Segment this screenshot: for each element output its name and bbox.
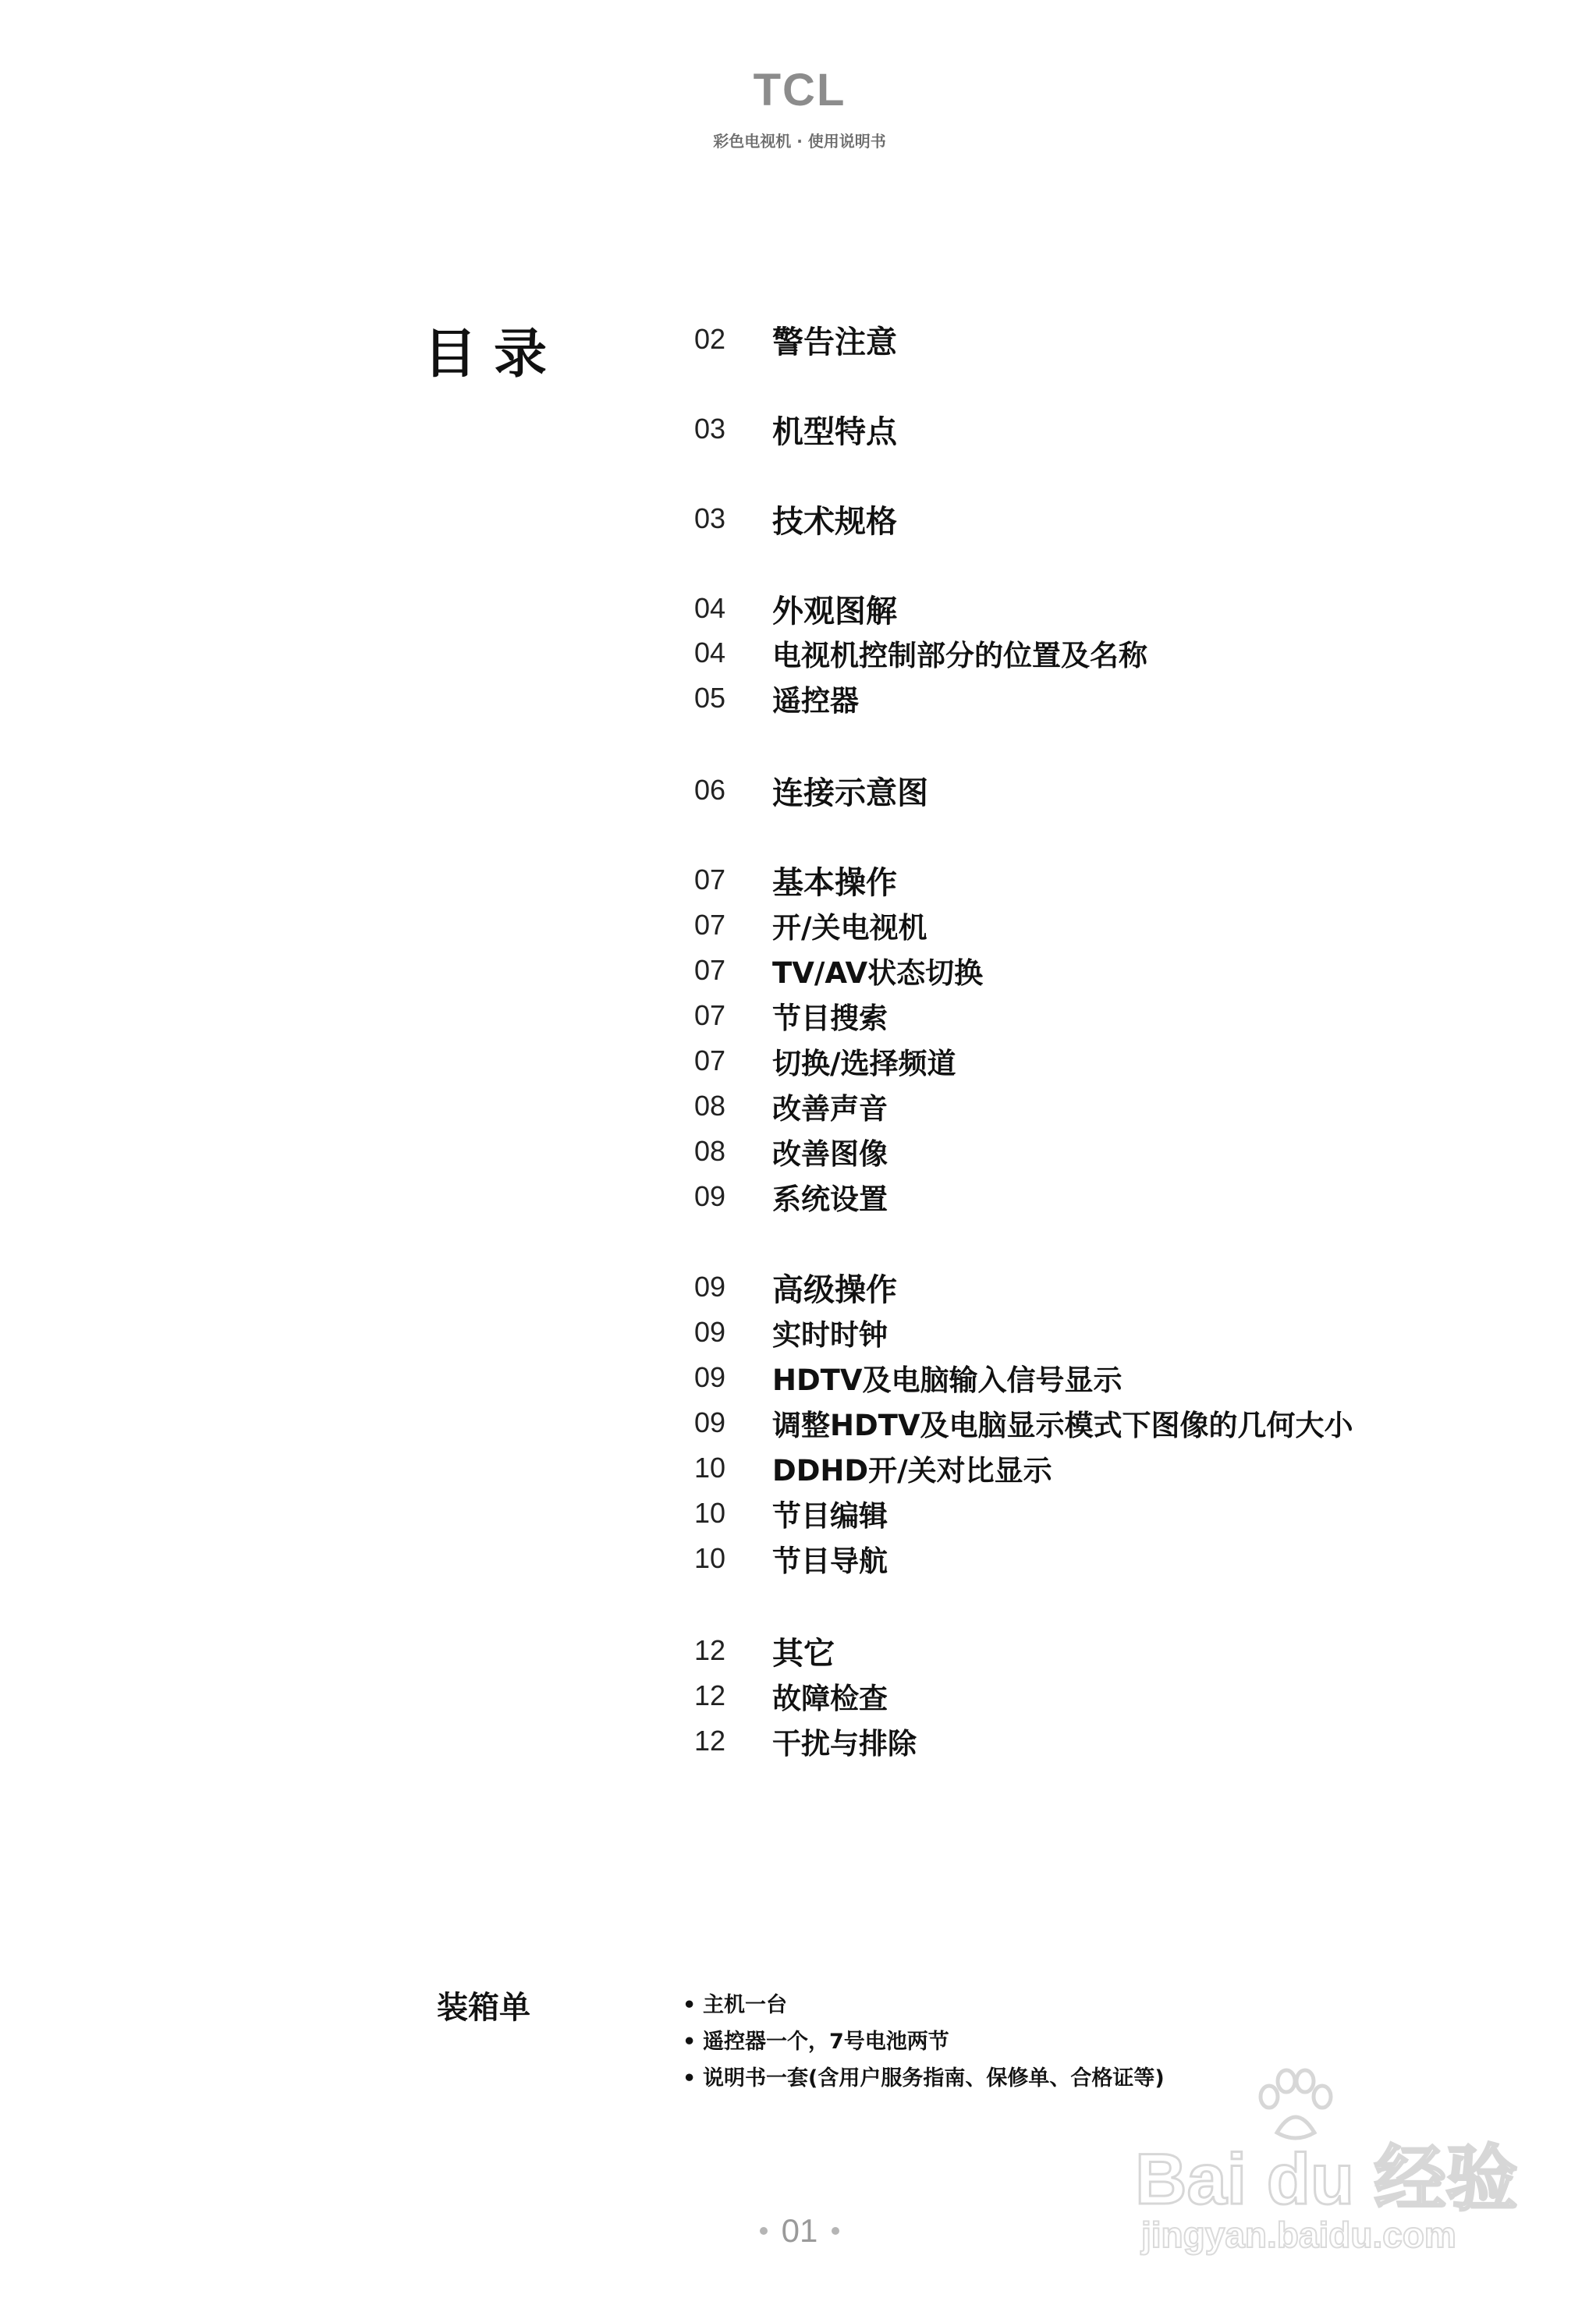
toc-title: 系统设置 (772, 1183, 888, 1216)
toc-page-number: 03 (694, 413, 726, 445)
toc-title: 技术规格 (772, 503, 897, 540)
toc-entry (694, 410, 897, 449)
toc-title: 警告注意 (772, 324, 897, 360)
toc-title: 遥控器 (772, 684, 859, 718)
tcl-logo: TCL (753, 65, 846, 115)
toc-page-number: 10 (694, 1542, 726, 1574)
toc-page-number: 12 (694, 1725, 726, 1757)
toc-title: 开/关电视机 (772, 911, 927, 945)
packing-item (683, 1988, 787, 2018)
toc-entry (694, 1087, 888, 1126)
toc-entry (694, 1676, 888, 1715)
toc-entry (694, 1494, 888, 1533)
toc-title: 故障检查 (772, 1682, 888, 1715)
toc-page-number: 07 (694, 1044, 726, 1076)
toc-entry (694, 320, 897, 359)
toc-page-number: 04 (694, 592, 726, 624)
toc-entry (694, 1539, 888, 1578)
toc-page-number: 12 (694, 1634, 726, 1666)
dot-icon (832, 2227, 839, 2235)
packing-list-heading: 装箱单 (437, 1990, 530, 2026)
packing-item (683, 2024, 949, 2055)
toc-entry (694, 951, 983, 990)
toc-page-number: 08 (694, 1135, 726, 1167)
toc-page-number: 07 (694, 863, 726, 895)
toc-title: 基本操作 (772, 864, 897, 901)
toc-page-number: 02 (694, 323, 726, 355)
toc-title: 实时时钟 (772, 1318, 888, 1352)
toc-entry (694, 589, 897, 628)
toc-title: 连接示意图 (772, 775, 928, 811)
toc-title: 节目编辑 (772, 1499, 888, 1533)
page-number (733, 2207, 866, 2254)
toc-title: HDTV及电脑输入信号显示 (772, 1363, 1123, 1397)
toc-page-number: 07 (694, 909, 726, 941)
dot-icon (760, 2227, 768, 2235)
toc-page-number: 12 (694, 1679, 726, 1711)
toc-page-number: 09 (694, 1271, 726, 1303)
bullet-icon: • (683, 1993, 697, 2017)
toc-page-number: 07 (694, 954, 726, 986)
toc-page-number: 05 (694, 682, 726, 714)
toc-title: 改善声音 (772, 1092, 888, 1126)
toc-entry (694, 1177, 888, 1216)
toc-entry (694, 1041, 956, 1080)
packing-item-text: 遥控器一个，7号电池两节 (703, 2030, 949, 2054)
toc-page-number: 08 (694, 1090, 726, 1122)
toc-entry (694, 1722, 917, 1761)
packing-item-text: 主机一台 (703, 1993, 787, 2017)
bullet-icon: • (683, 2030, 697, 2054)
toc-entry (694, 1313, 888, 1352)
packing-item-text: 说明书一套(含用户服务指南、保修单、合格证等) (703, 2066, 1165, 2090)
toc-title: 电视机控制部分的位置及名称 (772, 639, 1147, 672)
toc-page-number: 09 (694, 1316, 726, 1348)
bullet-icon: • (683, 2066, 697, 2090)
toc-title: 改善图像 (772, 1137, 888, 1171)
toc-title: TV/AV状态切换 (772, 956, 984, 990)
toc-entry (694, 1132, 888, 1171)
toc-title: 节目导航 (772, 1544, 888, 1578)
baidu-jingyan-watermark (1135, 2067, 1525, 2262)
toc-entry (694, 771, 928, 810)
toc-title: 节目搜索 (772, 1002, 888, 1035)
toc-entry (694, 1268, 897, 1307)
toc-title: 外观图解 (772, 593, 897, 629)
toc-page-number: 09 (694, 1406, 726, 1438)
packing-item (683, 2061, 1165, 2091)
toc-title: 机型特点 (772, 413, 897, 450)
page-number-text: 01 (781, 2212, 818, 2249)
toc-page-number: 09 (694, 1361, 726, 1393)
toc-entry (694, 499, 897, 538)
toc-title: 其它 (772, 1635, 835, 1672)
toc-title: 高级操作 (772, 1271, 897, 1308)
toc-entry (694, 679, 859, 718)
toc-entry (694, 996, 888, 1035)
document-subtitle: 彩色电视机 · 使用说明书 (713, 132, 886, 151)
toc-entry (694, 1358, 1123, 1397)
toc-entry (694, 1631, 835, 1670)
toc-page-number: 10 (694, 1452, 726, 1484)
toc-page-number: 09 (694, 1180, 726, 1212)
toc-page-number: 03 (694, 502, 726, 534)
toc-page-number: 06 (694, 774, 726, 806)
watermark-url: jingyan.baidu.com (1141, 2215, 1456, 2255)
toc-title: 干扰与排除 (772, 1727, 917, 1761)
toc-heading: 目录 (424, 324, 565, 385)
toc-entry (694, 860, 897, 899)
toc-title: DDHD开/关对比显示 (772, 1454, 1052, 1488)
toc-page-number: 07 (694, 999, 726, 1031)
toc-title: 切换/选择频道 (772, 1047, 956, 1080)
toc-page-number: 10 (694, 1497, 726, 1529)
watermark-brand: Bai du 经验 (1135, 2140, 1518, 2219)
toc-entry (694, 1403, 1353, 1442)
toc-entry (694, 906, 927, 945)
toc-page-number: 04 (694, 637, 726, 668)
toc-title: 调整HDTV及电脑显示模式下图像的几何大小 (772, 1409, 1353, 1442)
toc-entry (694, 633, 1147, 672)
toc-entry (694, 1449, 1052, 1488)
